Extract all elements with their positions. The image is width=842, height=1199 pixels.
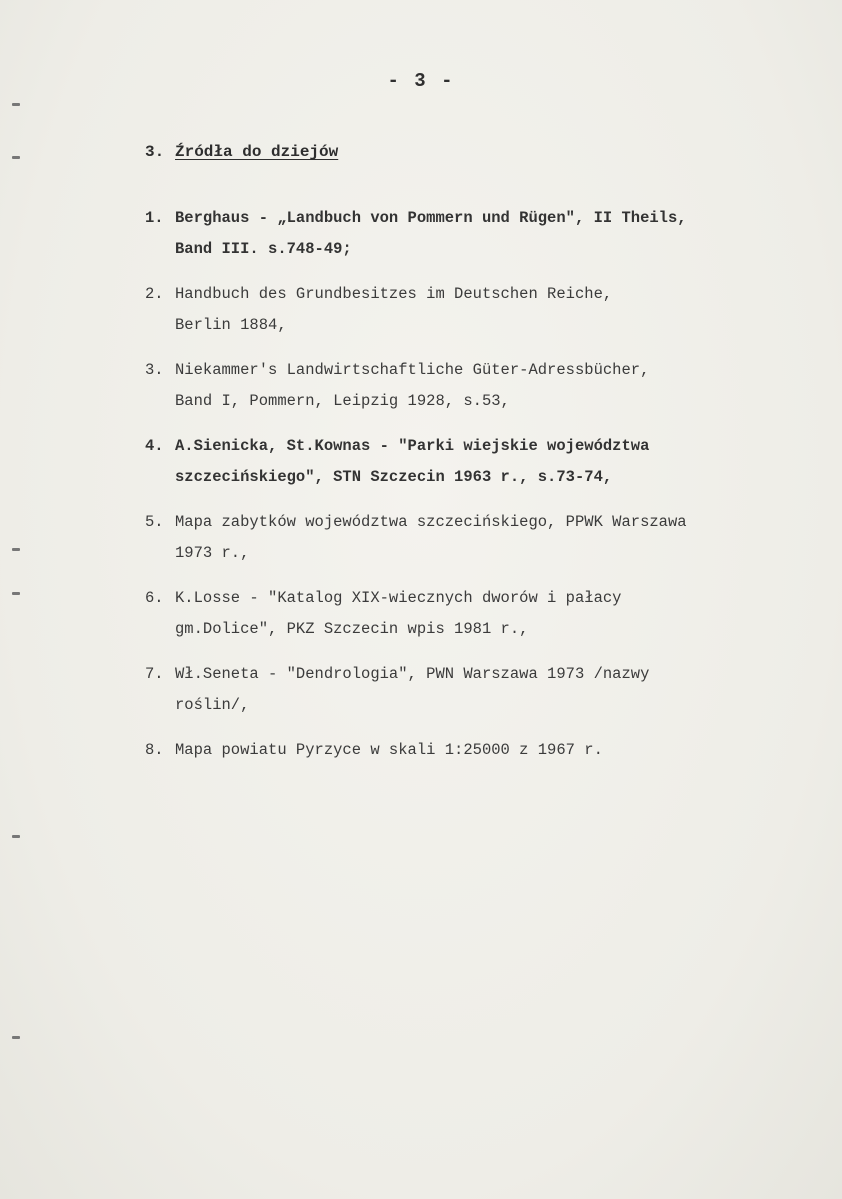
page-number: - 3 - — [387, 70, 455, 92]
reference-text — [175, 203, 795, 265]
margin-mark — [12, 103, 20, 106]
reference-line: Berlin 1884, — [175, 316, 287, 334]
reference-line: szczecińskiego", STN Szczecin 1963 r., s.73-74, — [175, 468, 613, 486]
reference-text — [175, 659, 795, 721]
reference-line: gm.Dolice", PKZ Szczecin wpis 1981 r., — [175, 620, 529, 638]
reference-line: A.Sienicka, St.Kownas - "Parki wiejskie województwa — [175, 437, 650, 455]
reference-line: Band I, Pommern, Leipzig 1928, s.53, — [175, 392, 510, 410]
reference-line: Band III. s.748-49; — [175, 240, 352, 258]
section-heading — [145, 143, 338, 161]
reference-item — [145, 659, 795, 721]
reference-text — [175, 279, 795, 341]
reference-line: Mapa zabytków województwa szczecińskiego, PPWK Warszawa — [175, 513, 687, 531]
reference-number: 8. — [145, 741, 164, 759]
reference-number: 6. — [145, 589, 164, 607]
reference-line: Niekammer's Landwirtschaftliche Güter-Adressbücher, — [175, 361, 650, 379]
reference-item — [145, 507, 795, 569]
margin-mark — [12, 156, 20, 159]
reference-item — [145, 583, 795, 645]
reference-number: 5. — [145, 513, 164, 531]
section-title: Źródła do dziejów — [175, 143, 339, 161]
margin-mark — [12, 835, 20, 838]
reference-number: 3. — [145, 361, 164, 379]
margin-mark — [12, 548, 20, 551]
reference-text — [175, 735, 795, 766]
reference-text — [175, 583, 795, 645]
reference-line: roślin/, — [175, 696, 250, 714]
reference-text — [175, 507, 795, 569]
margin-mark — [12, 1036, 20, 1039]
reference-number: 7. — [145, 665, 164, 683]
section-number: 3. — [145, 143, 165, 161]
reference-item — [145, 735, 795, 766]
margin-mark — [12, 592, 20, 595]
reference-text — [175, 431, 795, 493]
reference-item — [145, 431, 795, 493]
reference-number: 2. — [145, 285, 164, 303]
reference-line: Handbuch des Grundbesitzes im Deutschen Reiche, — [175, 285, 613, 303]
reference-number: 1. — [145, 209, 164, 227]
reference-line: K.Losse - "Katalog XIX-wiecznych dworów i pałacy — [175, 589, 622, 607]
reference-line: Wł.Seneta - "Dendrologia", PWN Warszawa 1973 /nazwy — [175, 665, 650, 683]
reference-number: 4. — [145, 437, 164, 455]
reference-text — [175, 355, 795, 417]
reference-list — [145, 203, 795, 780]
reference-item — [145, 355, 795, 417]
reference-line: Mapa powiatu Pyrzyce w skali 1:25000 z 1967 r. — [175, 741, 603, 759]
reference-line: 1973 r., — [175, 544, 250, 562]
reference-item — [145, 279, 795, 341]
reference-line: Berghaus - „Landbuch von Pommern und Rügen", II Theils, — [175, 209, 687, 227]
reference-item — [145, 203, 795, 265]
